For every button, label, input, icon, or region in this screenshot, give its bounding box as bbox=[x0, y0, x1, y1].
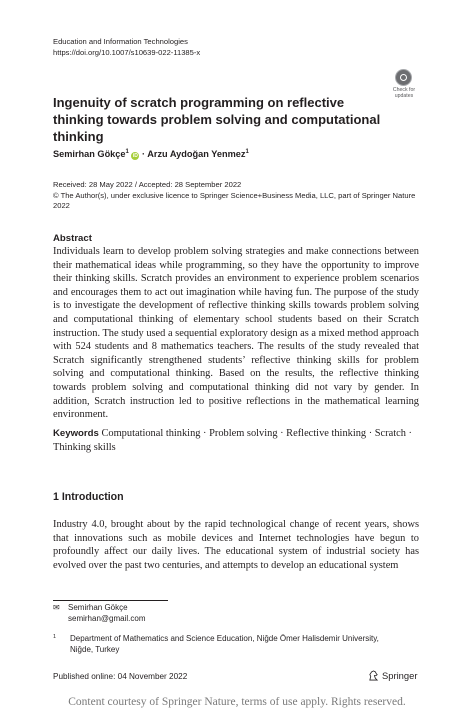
springer-horse-icon bbox=[368, 670, 379, 681]
mail-icon: ✉ bbox=[53, 603, 60, 612]
affiliation-marker: 1 bbox=[245, 149, 249, 155]
keywords-list: Computational thinking · Problem solving · Reflective thinking · Scratch · Thinking skills bbox=[53, 428, 412, 453]
author-name: Semirhan Gökçe bbox=[53, 149, 126, 160]
copyright-notice: © The Author(s), under exclusive licence to Springer Science+Business Media, LLC, part of Springer Nature 2022 bbox=[53, 190, 416, 210]
publisher-logo bbox=[368, 670, 417, 681]
received-accepted-dates: Received: 28 May 2022 / Accepted: 28 September 2022 bbox=[53, 180, 242, 189]
article-history bbox=[53, 180, 425, 212]
affiliation-text: Department of Mathematics and Science Education, Niğde Ömer Halisdemir University, Niğde, Turkey bbox=[70, 634, 379, 654]
author-name: Arzu Aydoğan Yenmez bbox=[147, 149, 246, 160]
corresponding-author bbox=[53, 603, 145, 624]
footnote-divider bbox=[53, 600, 168, 601]
journal-header bbox=[53, 36, 200, 58]
orcid-icon[interactable]: iD bbox=[132, 153, 138, 160]
courtesy-footer: Content courtesy of Springer Nature, terms of use apply. Rights reserved. bbox=[68, 696, 406, 708]
section-heading: 1 Introduction bbox=[53, 491, 124, 503]
introduction-text: Industry 4.0, brought about by the rapid technological change of recent years, shows that innovations such as mobile devices and Internet technologies have begun to profoundly affect our daily lives. The educational system of industrial society has evolved over the past two centuries, and attempts to develop an educational system bbox=[53, 519, 419, 571]
author-list bbox=[53, 146, 249, 160]
corresponding-email[interactable]: semirhan@gmail.com bbox=[68, 613, 146, 623]
affiliation-number: 1 bbox=[53, 634, 57, 640]
keywords bbox=[53, 427, 419, 454]
keywords-heading: Keywords bbox=[53, 428, 99, 439]
update-check-icon bbox=[395, 69, 412, 86]
affiliation-marker: 1 bbox=[125, 149, 129, 155]
abstract-text: Individuals learn to develop problem solving strategies and make connections between their mathematical ideas while programming, so they have the opportunity to improve their thinking skills. Scratch provides an environment to experience problem scenarios and encourages them to act out imagination while having fun. The purpose of the study is to investigate the development of reflective thinking skills towards problem solving and computational thinking of elementary school students based on their Scratch instruction. The study used a sequential exploratory design as a mixed method approach with 524 students and 8 mathematics teachers. The results of the study revealed that Scratch significantly strengthened students’ reflective thinking skills for problem solving and computational thinking. Based on the results, the reflective thinking towards problem solving and computational thinking did not vary by gender. In addition, Scratch instruction led to positive reflections in the mathematical learning environment. bbox=[53, 246, 419, 421]
doi-link[interactable]: https://doi.org/10.1007/s10639-022-11385-x bbox=[53, 48, 201, 57]
journal-name: Education and Information Technologies bbox=[53, 37, 188, 46]
published-date: Published online: 04 November 2022 bbox=[53, 672, 188, 681]
author-separator: · bbox=[139, 149, 148, 160]
abstract-heading: Abstract bbox=[53, 233, 92, 244]
article-title: Ingenuity of scratch programming on reflective thinking towards problem solving and computational thinking bbox=[53, 95, 381, 144]
publisher-name: Springer bbox=[382, 670, 418, 681]
corresponding-name: Semirhan Gökçe bbox=[68, 603, 128, 612]
check-for-updates-badge[interactable] bbox=[386, 68, 422, 102]
badge-label: Check for updates bbox=[392, 87, 416, 99]
